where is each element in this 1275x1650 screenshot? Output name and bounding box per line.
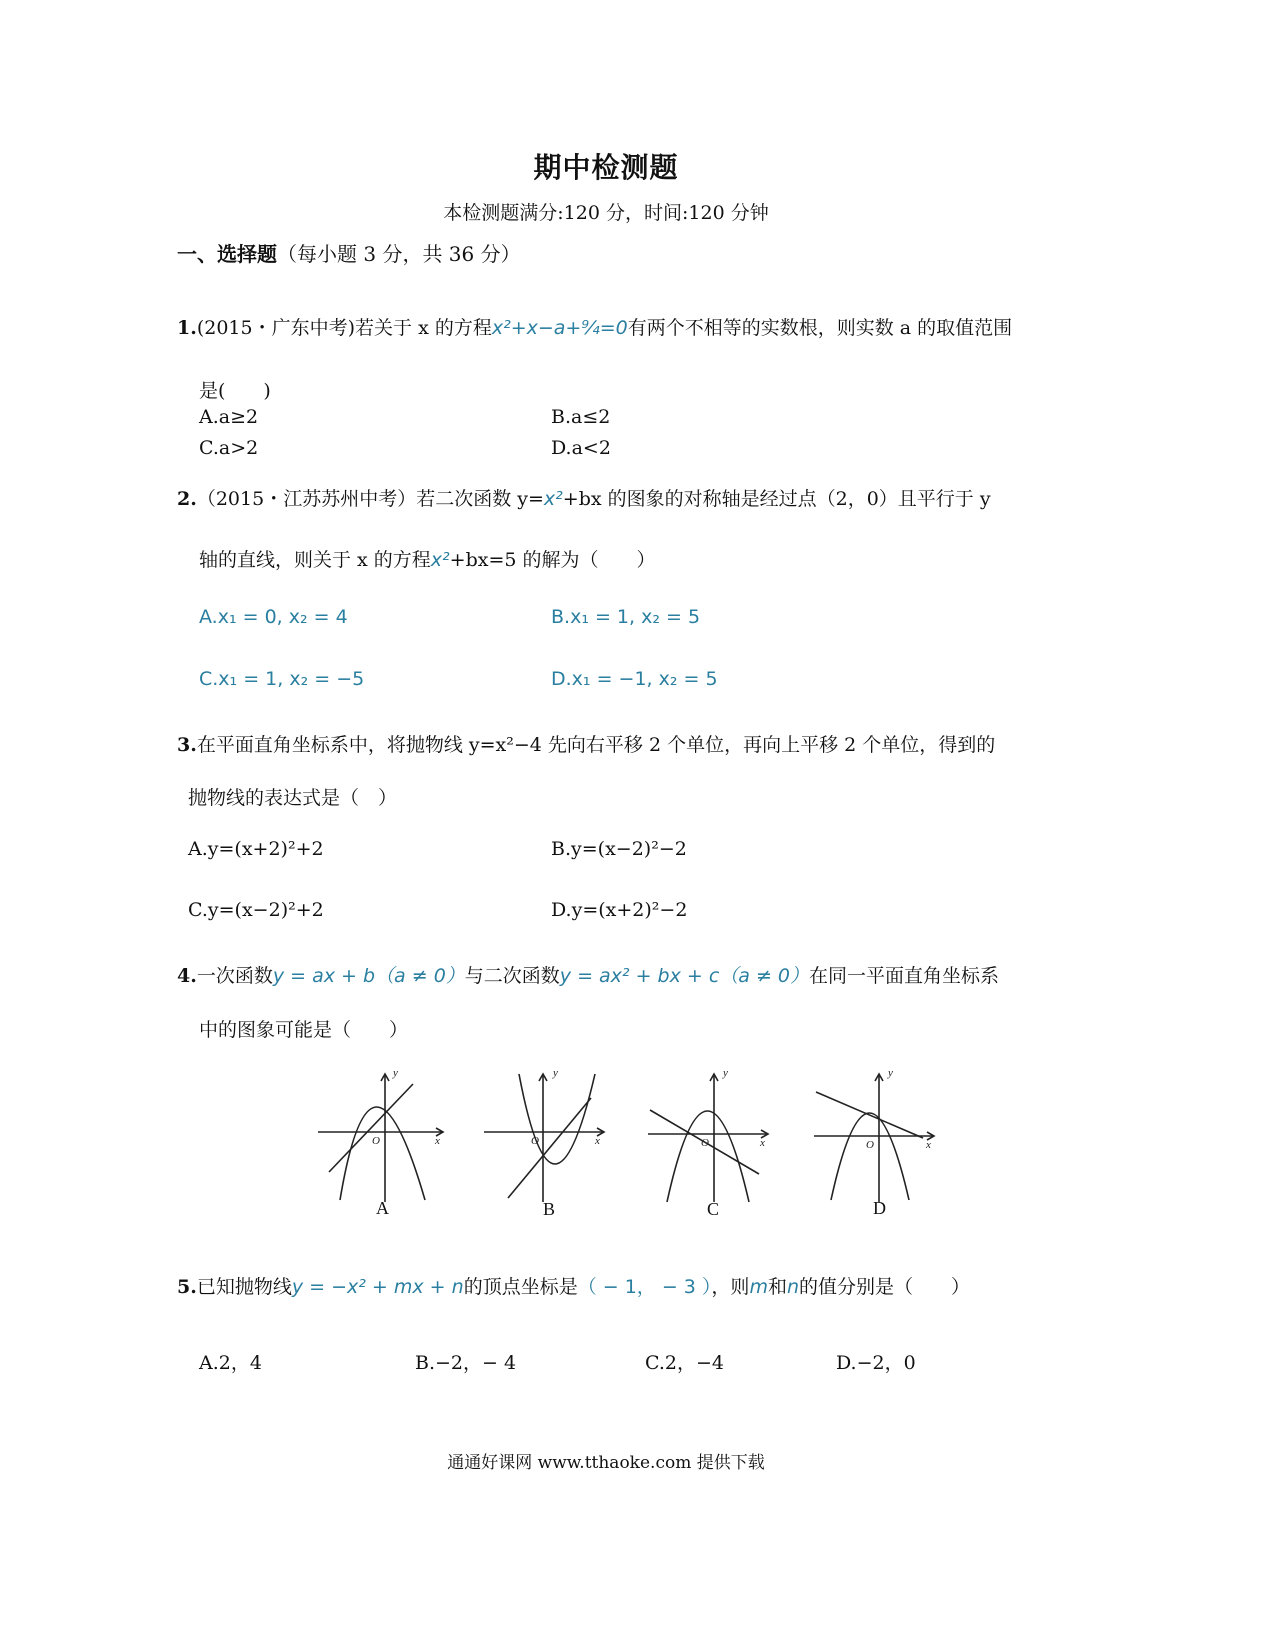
section-note: （每小题 3 分，共 36 分）: [277, 242, 521, 266]
graph-a: [318, 1067, 443, 1202]
origin-label: O: [531, 1135, 539, 1147]
option-a: A.y=(x+2)²+2: [188, 838, 324, 860]
question-1-line-1: [177, 313, 1012, 340]
option-a: A.2，4: [199, 1352, 262, 1374]
option-c: C.a>2: [199, 437, 259, 459]
option-b: B.a≤2: [551, 406, 611, 428]
question-text: +bx 的图象的对称轴是经过点（2，0）且平行于 y: [562, 488, 991, 510]
question-4-line-1: [177, 961, 999, 988]
x-axis-label: x: [595, 1135, 600, 1147]
y-axis-label: y: [553, 1067, 558, 1079]
question-text: 与二次函数: [464, 965, 560, 987]
section-title: 一、选择题: [177, 242, 277, 266]
question-number: 1.: [177, 317, 197, 339]
graph-c: [648, 1067, 768, 1202]
equation: y = −x² + mx + n: [291, 1276, 464, 1298]
function-graphs: [315, 1062, 945, 1222]
question-text: 的值分别是（ ）: [799, 1276, 971, 1298]
graph-b: [484, 1067, 604, 1202]
parabola: [667, 1111, 749, 1202]
line: [508, 1098, 591, 1198]
x-axis-label: x: [926, 1139, 931, 1151]
option-d: D.−2，0: [836, 1352, 916, 1374]
equation: x²: [430, 549, 450, 571]
page-title: 期中检测题: [533, 151, 679, 184]
question-5-line-1: [177, 1272, 970, 1299]
section-heading: [177, 238, 521, 267]
option-b: B.−2，− 4: [415, 1352, 517, 1374]
question-2-line-2: [199, 545, 656, 572]
parabola: [519, 1074, 595, 1164]
question-number: 2.: [177, 488, 197, 510]
option-d: D.y=(x+2)²−2: [551, 899, 688, 921]
option-b: [551, 606, 700, 628]
footer: 通通好课网 www.tthaoke.com 提供下载: [447, 1453, 765, 1473]
option-b: B.y=(x−2)²−2: [551, 838, 687, 860]
graph-label-c: C: [707, 1199, 720, 1219]
option-text: D.x₁ = −1, x₂ = 5: [551, 668, 718, 690]
option-d: [551, 668, 718, 690]
question-text: 的顶点坐标是: [463, 1276, 578, 1298]
option-text: C.x₁ = 1, x₂ = −5: [199, 668, 365, 690]
question-4-line-2: 中的图象可能是（ ）: [199, 1019, 409, 1041]
option-d: D.a<2: [551, 437, 611, 459]
option-c: [199, 668, 364, 690]
equation: x²+x−a+⁹⁄₄=0: [491, 317, 628, 339]
variable-n: n: [786, 1276, 800, 1298]
question-text: （2015・江苏苏州中考）若二次函数 y=: [196, 488, 544, 510]
graph-label-b: B: [543, 1199, 556, 1219]
variable-m: m: [749, 1276, 768, 1298]
question-1-line-2: 是( ): [199, 380, 271, 402]
vertex-coordinates: （ − 1， − 3 ）: [577, 1276, 712, 1298]
question-text: 已知抛物线: [196, 1276, 292, 1298]
question-text: 一次函数: [196, 965, 273, 987]
equation: y = ax + b（a ≠ 0）: [272, 965, 465, 987]
line: [816, 1092, 923, 1138]
question-2-line-1: [177, 484, 991, 511]
question-number: 4.: [177, 965, 197, 987]
graph-label-a: A: [376, 1198, 389, 1218]
equation: x²: [543, 488, 563, 510]
exam-info: 本检测题满分:120 分，时间:120 分钟: [443, 202, 769, 224]
option-text: B.x₁ = 1, x₂ = 5: [551, 606, 701, 628]
option-text: A.x₁ = 0, x₂ = 4: [199, 606, 348, 628]
question-text: 轴的直线，则关于 x 的方程: [199, 549, 431, 571]
origin-label: O: [866, 1139, 874, 1151]
line: [329, 1084, 413, 1172]
question-number: 3.: [177, 734, 197, 756]
question-3-line-2: 抛物线的表达式是（ ）: [188, 787, 398, 809]
option-a: [199, 606, 348, 628]
y-axis-label: y: [393, 1067, 398, 1079]
y-axis-label: y: [723, 1067, 728, 1079]
question-text: 和: [767, 1276, 787, 1298]
origin-label: O: [701, 1137, 709, 1149]
x-axis-label: x: [435, 1135, 440, 1147]
question-text: (2015・广东中考)若关于 x 的方程: [196, 317, 492, 339]
origin-label: O: [372, 1135, 380, 1147]
parabola: [831, 1113, 909, 1200]
graph-d: [814, 1067, 934, 1202]
option-c: C.y=(x−2)²+2: [188, 899, 324, 921]
question-text: 在平面直角坐标系中，将抛物线 y=x²−4 先向右平移 2 个单位，再向上平移 2 个单位，得到的: [196, 734, 996, 756]
question-text: +bx=5 的解为（ ）: [449, 549, 656, 571]
question-text: 在同一平面直角坐标系: [809, 965, 1000, 987]
graph-label-d: D: [873, 1198, 886, 1218]
equation: y = ax² + bx + c（a ≠ 0）: [559, 965, 810, 987]
question-3-line-1: [177, 730, 995, 757]
parabola: [340, 1107, 425, 1200]
question-number: 5.: [177, 1276, 197, 1298]
option-c: C.2，−4: [645, 1352, 724, 1374]
question-text: ，则: [711, 1276, 750, 1298]
y-axis-label: y: [888, 1067, 893, 1079]
option-a: A.a≥2: [199, 406, 259, 428]
question-text: 有两个不相等的实数根，则实数 a 的取值范围: [627, 317, 1013, 339]
x-axis-label: x: [760, 1137, 765, 1149]
